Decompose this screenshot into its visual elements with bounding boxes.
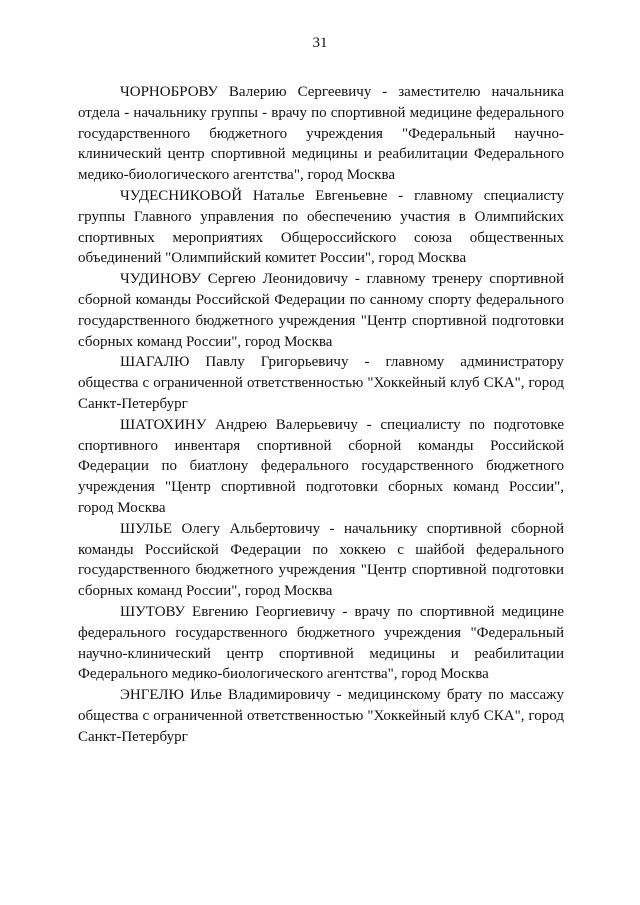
award-entry: ЭНГЕЛЮ Илье Владимировичу - медицинскому брату по массажу общества с ограниченной ответственностью "Хоккейный клуб СКА", город Санкт-Петербург — [78, 687, 564, 745]
award-entry: ЧУДЕСНИКОВОЙ Наталье Евгеньевне - главному специалисту группы Главного управления по обеспечению участия в Олимпийских спортивных мероприятиях Общероссийского союза общественных объединений "Олимпийский комитет России", город Москва — [78, 187, 564, 267]
page-number: 31 — [312, 35, 328, 51]
award-entry: ШУЛЬЕ Олегу Альбертовичу - начальнику спортивной сборной команды Российской Федерации по хоккею с шайбой федерального государственного бюджетного учреждения "Центр спортивной подготовки сборных команд России", город Москва — [78, 520, 564, 600]
award-list — [78, 82, 564, 748]
award-entry: ЧОРНОБРОВУ Валерию Сергеевичу - заместителю начальника отдела - начальнику группы - врачу по спортивной медицине федерального государственного бюджетного учреждения "Федеральный научно-клинический центр спортивной медицины и реабилитации Федерального медико-биологического агентства", город Москва — [78, 84, 564, 184]
award-entry: ЧУДИНОВУ Сергею Леонидовичу - главному тренеру спортивной сборной команды Российской Федерации по санному спорту федерального государственного бюджетного учреждения "Центр спортивной подготовки сборных команд России", город Москва — [78, 271, 564, 350]
award-entry: ШУТОВУ Евгению Георгиевичу - врачу по спортивной медицине федерального государственного бюджетного учреждения "Федеральный научно-клинический центр спортивной медицины и реабилитации Федерального медико-биологического агентства", город Москва — [78, 603, 564, 683]
award-entry: ШАГАЛЮ Павлу Григорьевичу - главному администратору общества с ограниченной ответственностью "Хоккейный клуб СКА", город Санкт-Петербург — [78, 354, 564, 412]
award-entry: ШАТОХИНУ Андрею Валерьевичу - специалисту по подготовке спортивного инвентаря спортивной сборной команды Российской Федерации по биатлону федерального государственного бюджетного учреждения "Центр спортивной подготовки сборных команд России", город Москва — [78, 416, 564, 516]
